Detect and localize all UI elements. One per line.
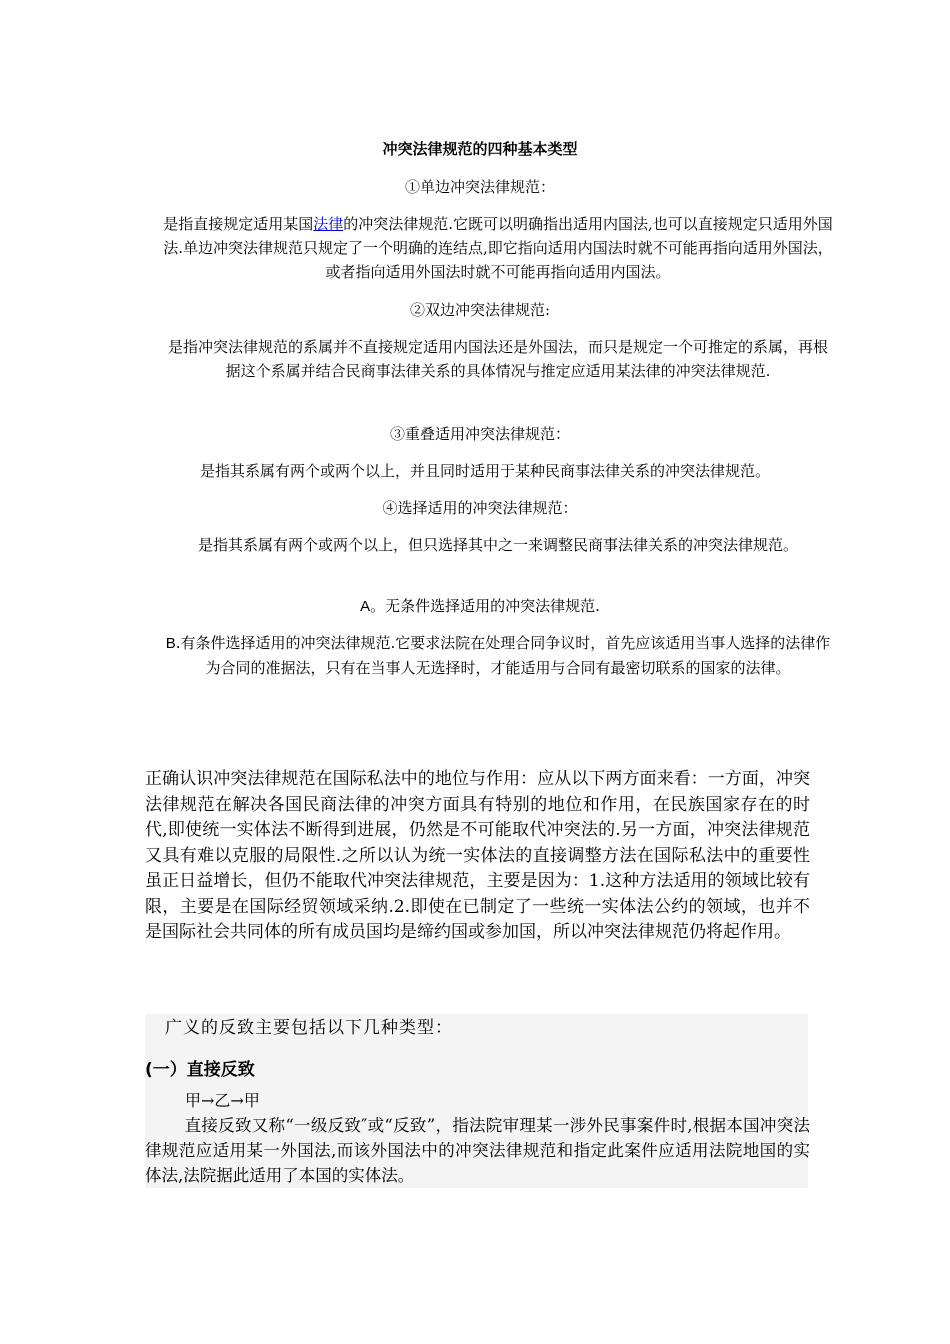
renvoi-body (145, 1113, 810, 1188)
renvoi-intro: 广义的反致主要包括以下几种类型： (165, 1018, 453, 1038)
type1-body (145, 212, 851, 284)
sub-type-a-text: 。无条件选择适用的冲突法律规范. (370, 597, 600, 615)
renvoi-heading: (一）直接反致 (145, 1060, 255, 1080)
sub-type-b (145, 631, 851, 680)
type1-body-prefix: 是指直接规定适用某国 (163, 215, 314, 233)
sub-type-a-letter: A (360, 598, 371, 615)
analysis-paragraph: 正确认识冲突法律规范在国际私法中的地位与作用：应从以下两方面来看：一方面，冲突法律规范在解决各国民商法律的冲突方面具有特别的地位和作用，在民族国家存在的时代,即使统一实体法不断得到进展，仍然是不可能取代冲突法的.另一方面，冲突法律规范又具有难以克服的局限性.之所以认为统一实体法的直接调整方法在国际私法中的重要性虽正日益增长，但仍不能取代冲突法律规范，主要是因为：1.这种方法适用的领域比较有限，主要是在国际经贸领域采纳.2.即使在已制定了一些统一实体法公约的领域，也并不是国际社会共同体的所有成员国均是缔约国或参加国，所以冲突法律规范仍将起作用。 (145, 769, 810, 942)
type1-body-suffix: 的冲突法律规范.它既可以明确指出适用内国法,也可以直接规定只适用外国法.单边冲突法律规范只规定了一个明确的连结点,即它指向适用内国法时就不可能再指向适用外国法，或者指向适用外国法时就不可能再指向适用内国法。 (163, 215, 833, 281)
type2-body: 是指冲突法律规范的系属并不直接规定适用内国法还是外国法，而只是规定一个可推定的系属，再根据这个系属并结合民商事法律关系的具体情况与推定应适用某法律的冲突法律规范. (167, 338, 828, 380)
law-link[interactable]: 法律 (313, 215, 344, 233)
sub-type-b-text: .有条件选择适用的冲突法律规范.它要求法院在处理合同争议时，首先应该适用当事人选择的法律作为合同的准据法，只有在当事人无选择时，才能适用与合同有最密切联系的国家的法律。 (175, 634, 831, 677)
type4-body: 是指其系属有两个或两个以上，但只选择其中之一来调整民商事法律关系的冲突法律规范。 (197, 536, 798, 554)
type1-heading: ①单边冲突法律规范： (404, 178, 555, 196)
renvoi-formula: 甲→乙→甲 (185, 1091, 260, 1110)
type3-heading: ③重叠适用冲突法律规范： (389, 425, 570, 443)
type4-heading: ④选择适用的冲突法律规范： (382, 499, 578, 517)
renvoi-body-text: 直接反致又称“一级反致″或“反致”，指法院审理某一涉外民事案件时,根据本国冲突法律规范应适用某一外国法,而该外国法中的冲突法律规范和指定此案件应适用法院地国的实体法,法院据此适用了本国的实体法。 (145, 1116, 810, 1185)
sub-type-a (145, 594, 815, 619)
type2-heading: ②双边冲突法律规范: (409, 301, 551, 319)
sub-type-b-letter: B (165, 635, 176, 652)
type3-body: 是指其系属有两个或两个以上，并且同时适用于某种民商事法律关系的冲突法律规范。 (199, 462, 770, 480)
section-title: 冲突法律规范的四种基本类型 (382, 140, 578, 158)
